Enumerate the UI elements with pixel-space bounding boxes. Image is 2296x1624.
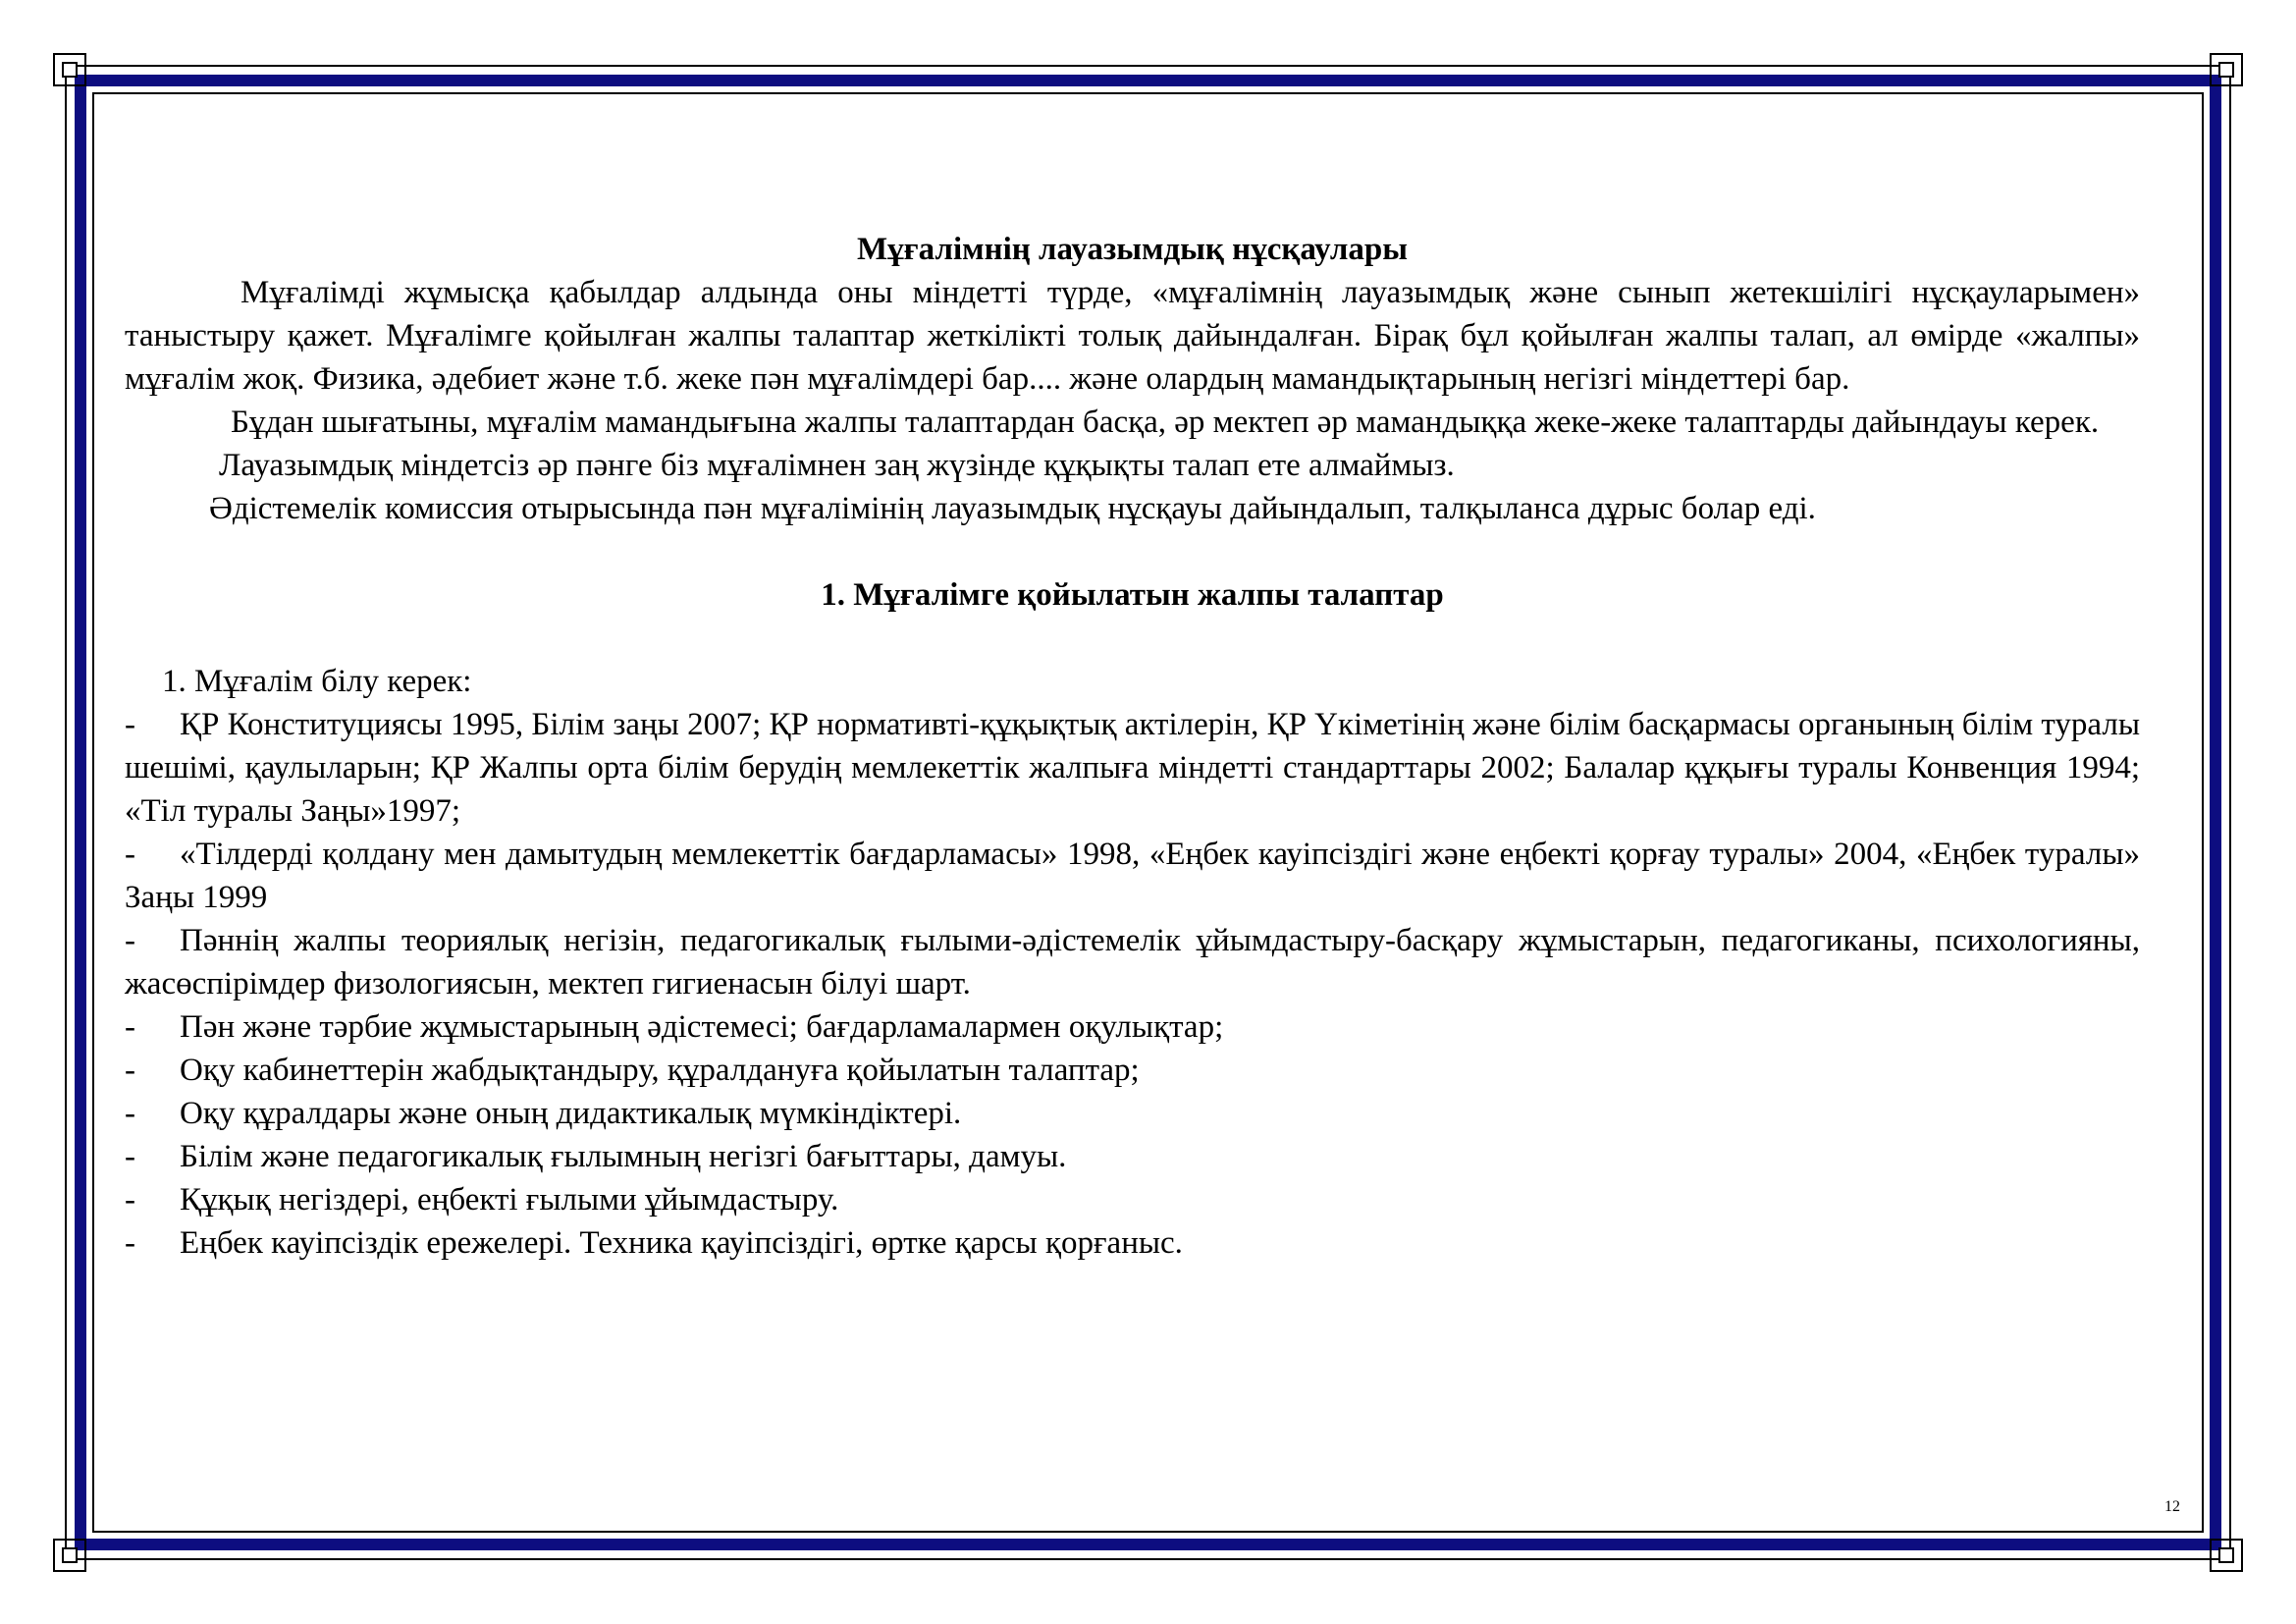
list-item: [125, 833, 2140, 919]
list-item: [125, 1049, 2140, 1092]
dash-marker: -: [125, 1139, 135, 1174]
list-item-text: Құқық негіздері, еңбекті ғылыми ұйымдастыру.: [180, 1182, 839, 1218]
document-body: [125, 228, 2140, 1265]
list-item: [125, 1092, 2140, 1135]
dash-marker: -: [125, 1182, 135, 1218]
intro-paragraph-2: Бұдан шығатыны, мұғалім мамандығына жалпы талаптардан басқа, әр мектеп әр мамандыққа жеке-жеке талаптарды дайындауы керек.: [231, 405, 2100, 440]
list-item-text: Білім және педагогикалық ғылымның негізгі бағыттары, дамуы.: [180, 1139, 1067, 1174]
document-title: Мұғалімнің лауазымдық нұсқаулары: [857, 232, 1408, 267]
dash-marker: -: [125, 837, 135, 872]
border-corner-top-left: [53, 53, 86, 86]
list-item: [125, 1005, 2140, 1049]
intro-paragraph-1: Мұғалімді жұмысқа қабылдар алдында оны міндетті түрде, «мұғалімнің лауазымдық және сынып жетекшілігі нұсқауларымен» таныстыру қажет. Мұғалімге қойылған жалпы талаптар жеткілікті толық дайындалған. Бірақ бұл қойылған жалпы талап, ал өмірде «жалпы» мұғалім жоқ. Физика, әдебиет және т.б. жеке пән мұғалімдері бар.... және олардың мамандықтарының негізгі міндеттері бар.: [125, 275, 2140, 397]
dash-marker: -: [125, 923, 135, 958]
page-number: 12: [2164, 1498, 2180, 1515]
list-item: [125, 1178, 2140, 1221]
list-item-text: «Тілдерді қолдану мен дамытудың мемлекеттік бағдарламасы» 1998, «Еңбек кауіпсіздігі және еңбекті қорғау туралы» 2004, «Еңбек туралы» Заңы 1999: [125, 837, 2140, 915]
list-item-text: Оқу кабинеттерін жабдықтандыру, құралдануға қойылатын талаптар;: [180, 1053, 1140, 1088]
list-item-text: Пәннің жалпы теориялық негізін, педагогикалық ғылыми-әдістемелік ұйымдастыру-басқару жұмыстарын, педагогиканы, психологияны, жасөспірімдер физологиясын, мектеп гигиенасын білуі шарт.: [125, 923, 2140, 1001]
list-item: [125, 703, 2140, 833]
list-heading: 1. Мұғалім білу керек:: [162, 664, 472, 699]
dash-marker: -: [125, 1009, 135, 1045]
section-title: 1. Мұғалімге қойылатын жалпы талаптар: [821, 577, 1444, 613]
intro-paragraph-3: Лауазымдық міндетсіз әр пәнге біз мұғалімнен заң жүзінде құқықты талап ете алмаймыз.: [219, 448, 1455, 483]
list-item-text: Еңбек кауіпсіздік ережелері. Техника қауіпсіздігі, өртке қарсы қорғаныс.: [180, 1225, 1183, 1261]
list-item-text: Оқу құралдары және оның дидактикалық мүмкіндіктері.: [180, 1096, 962, 1131]
list-item-text: Пән және тәрбие жұмыстарының әдістемесі; бағдарламалармен оқулықтар;: [180, 1009, 1224, 1045]
dash-marker: -: [125, 1096, 135, 1131]
border-corner-top-right: [2210, 53, 2243, 86]
intro-paragraph-4: Әдістемелік комиссия отырысында пән мұғалімінің лауазымдық нұсқауы дайындалып, талқыланса дұрыс болар еді.: [209, 491, 1816, 526]
list-item: [125, 919, 2140, 1005]
dash-marker: -: [125, 1053, 135, 1088]
list-item: [125, 1135, 2140, 1178]
border-corner-bottom-left: [53, 1539, 86, 1572]
border-corner-bottom-right: [2210, 1539, 2243, 1572]
dash-marker: -: [125, 707, 135, 742]
list-item-text: ҚР Конституциясы 1995, Білім заңы 2007; ҚР нормативті-құқықтық актілерін, ҚР Үкіметінің және білім басқармасы органының білім туралы шешімі, қаулыларын; ҚР Жалпы орта білім берудің мемлекеттік жалпыға міндетті стандарттары 2002; Балалар құқығы туралы Конвенция 1994; «Тіл туралы Заңы»1997;: [125, 707, 2140, 829]
dash-marker: -: [125, 1225, 135, 1261]
requirements-list: [125, 703, 2140, 1265]
list-item: [125, 1221, 2140, 1265]
